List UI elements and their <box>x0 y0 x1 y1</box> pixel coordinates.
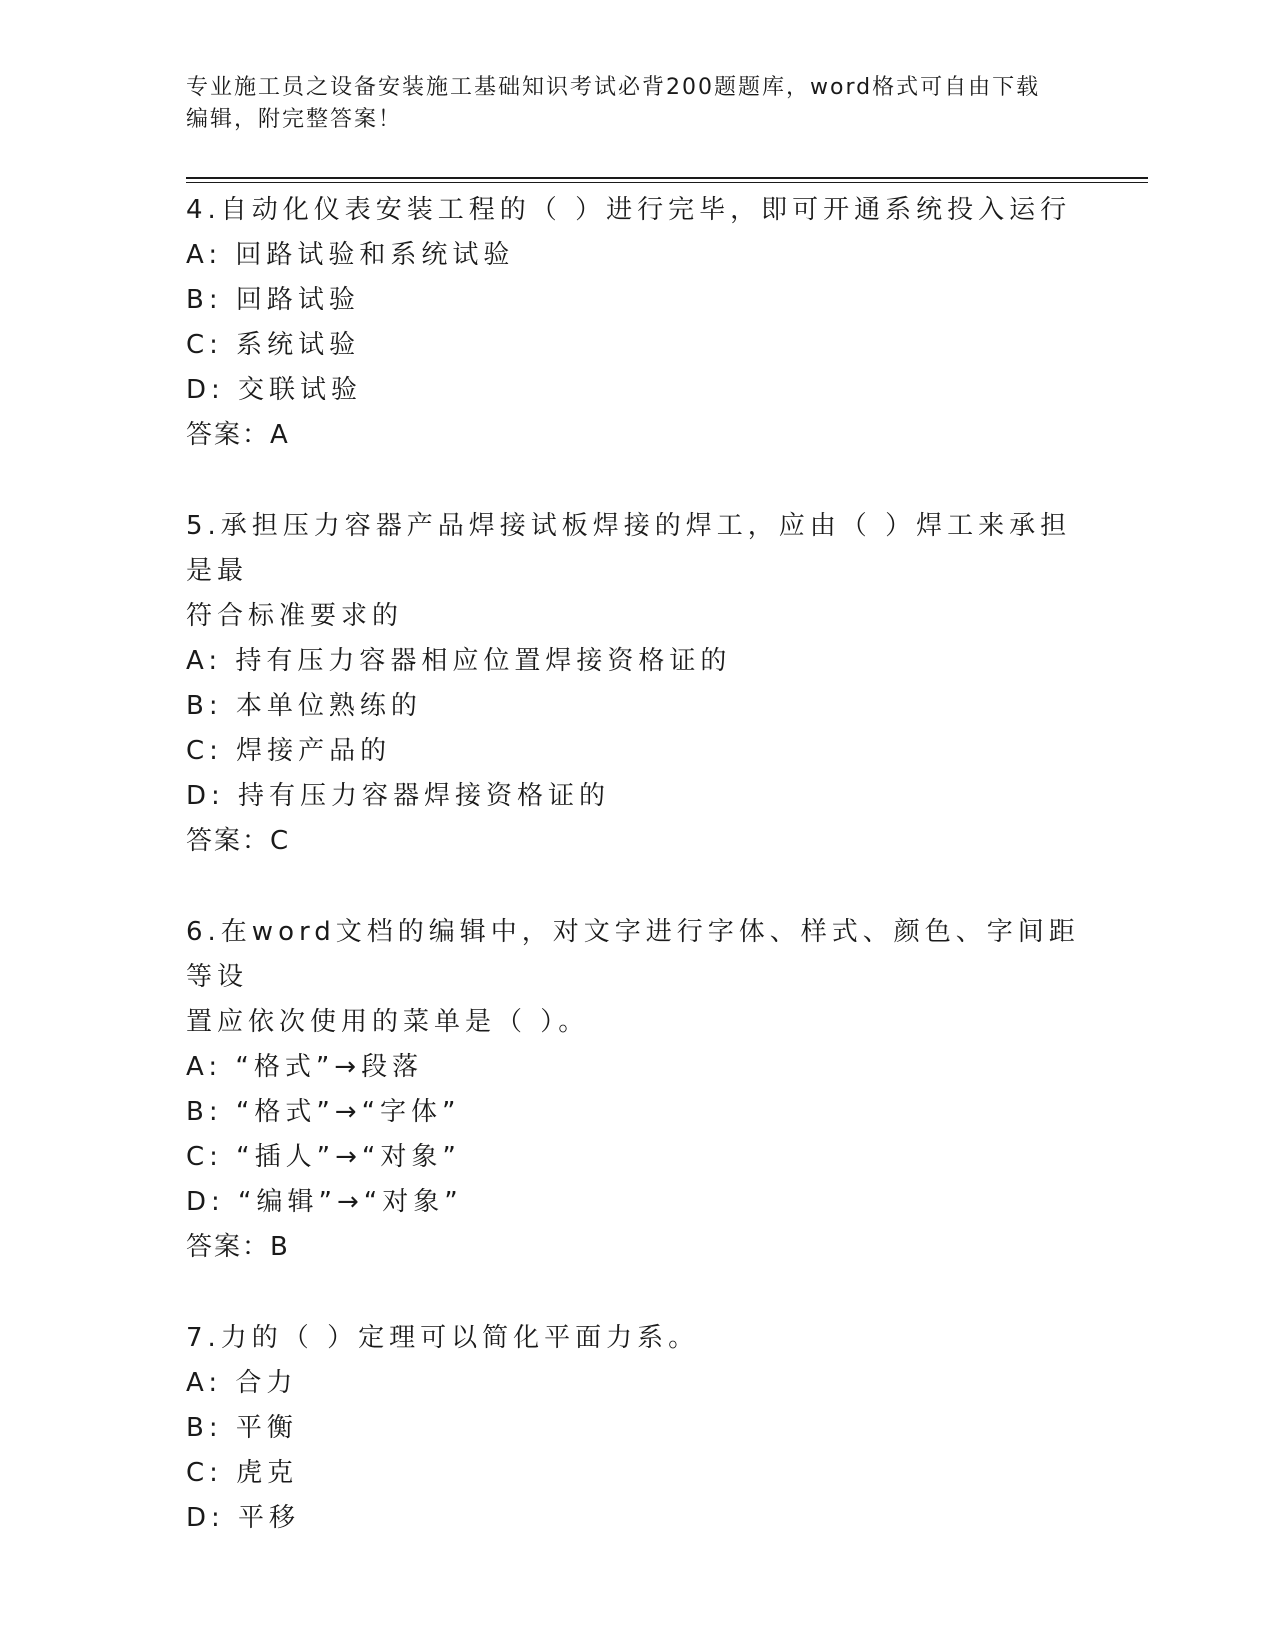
option-b: B: 回路试验 <box>186 285 360 315</box>
question-stem: 7.力的（ ）定理可以简化平面力系。 <box>186 1323 700 1353</box>
option-a: A: “格式”→段落 <box>186 1052 424 1082</box>
question-stem: 4.自动化仪表安装工程的（ ）进行完毕，即可开通系统投入运行 <box>186 195 1072 225</box>
document-title-line-2: 编辑，附完整答案！ <box>186 107 403 132</box>
question-stem-line-2: 符合标准要求的 <box>186 601 404 631</box>
question-6 <box>186 910 1086 1270</box>
document-title-line-1: 专业施工员之设备安装施工基础知识考试必背200题题库，word格式可自由下载 <box>186 75 1041 100</box>
option-c: C: 系统试验 <box>186 330 361 360</box>
header-divider-thick <box>186 177 1148 179</box>
option-a: A: 持有压力容器相应位置焊接资格证的 <box>186 646 732 676</box>
question-stem-line-1: 6.在word文档的编辑中，对文字进行字体、样式、颜色、字间距等设 <box>186 917 1080 992</box>
option-d: D: “编辑”→“对象” <box>186 1187 463 1217</box>
answer-line: 答案：A <box>186 420 290 450</box>
option-b: B: 本单位熟练的 <box>186 691 422 721</box>
option-c: C: 虎克 <box>186 1458 299 1488</box>
option-a: A: 回路试验和系统试验 <box>186 240 515 270</box>
option-d: D: 交联试验 <box>186 375 363 405</box>
question-5 <box>186 504 1086 864</box>
question-list <box>186 188 1086 1587</box>
question-stem-line-1: 5.承担压力容器产品焊接试板焊接的焊工，应由（ ）焊工来承担是最 <box>186 511 1072 586</box>
document-header <box>186 72 1066 136</box>
answer-line: 答案：C <box>186 826 291 856</box>
header-divider-thin <box>186 182 1148 183</box>
question-stem-line-2: 置应依次使用的菜单是（ ）。 <box>186 1007 590 1037</box>
option-a: A: 合力 <box>186 1368 298 1398</box>
question-7 <box>186 1316 1086 1541</box>
option-b: B: 平衡 <box>186 1413 298 1443</box>
option-c: C: “插人”→“对象” <box>186 1142 461 1172</box>
question-4 <box>186 188 1086 458</box>
option-d: D: 持有压力容器焊接资格证的 <box>186 781 611 811</box>
answer-line: 答案：B <box>186 1232 290 1262</box>
option-d: D: 平移 <box>186 1503 301 1533</box>
option-b: B: “格式”→“字体” <box>186 1097 461 1127</box>
option-c: C: 焊接产品的 <box>186 736 392 766</box>
